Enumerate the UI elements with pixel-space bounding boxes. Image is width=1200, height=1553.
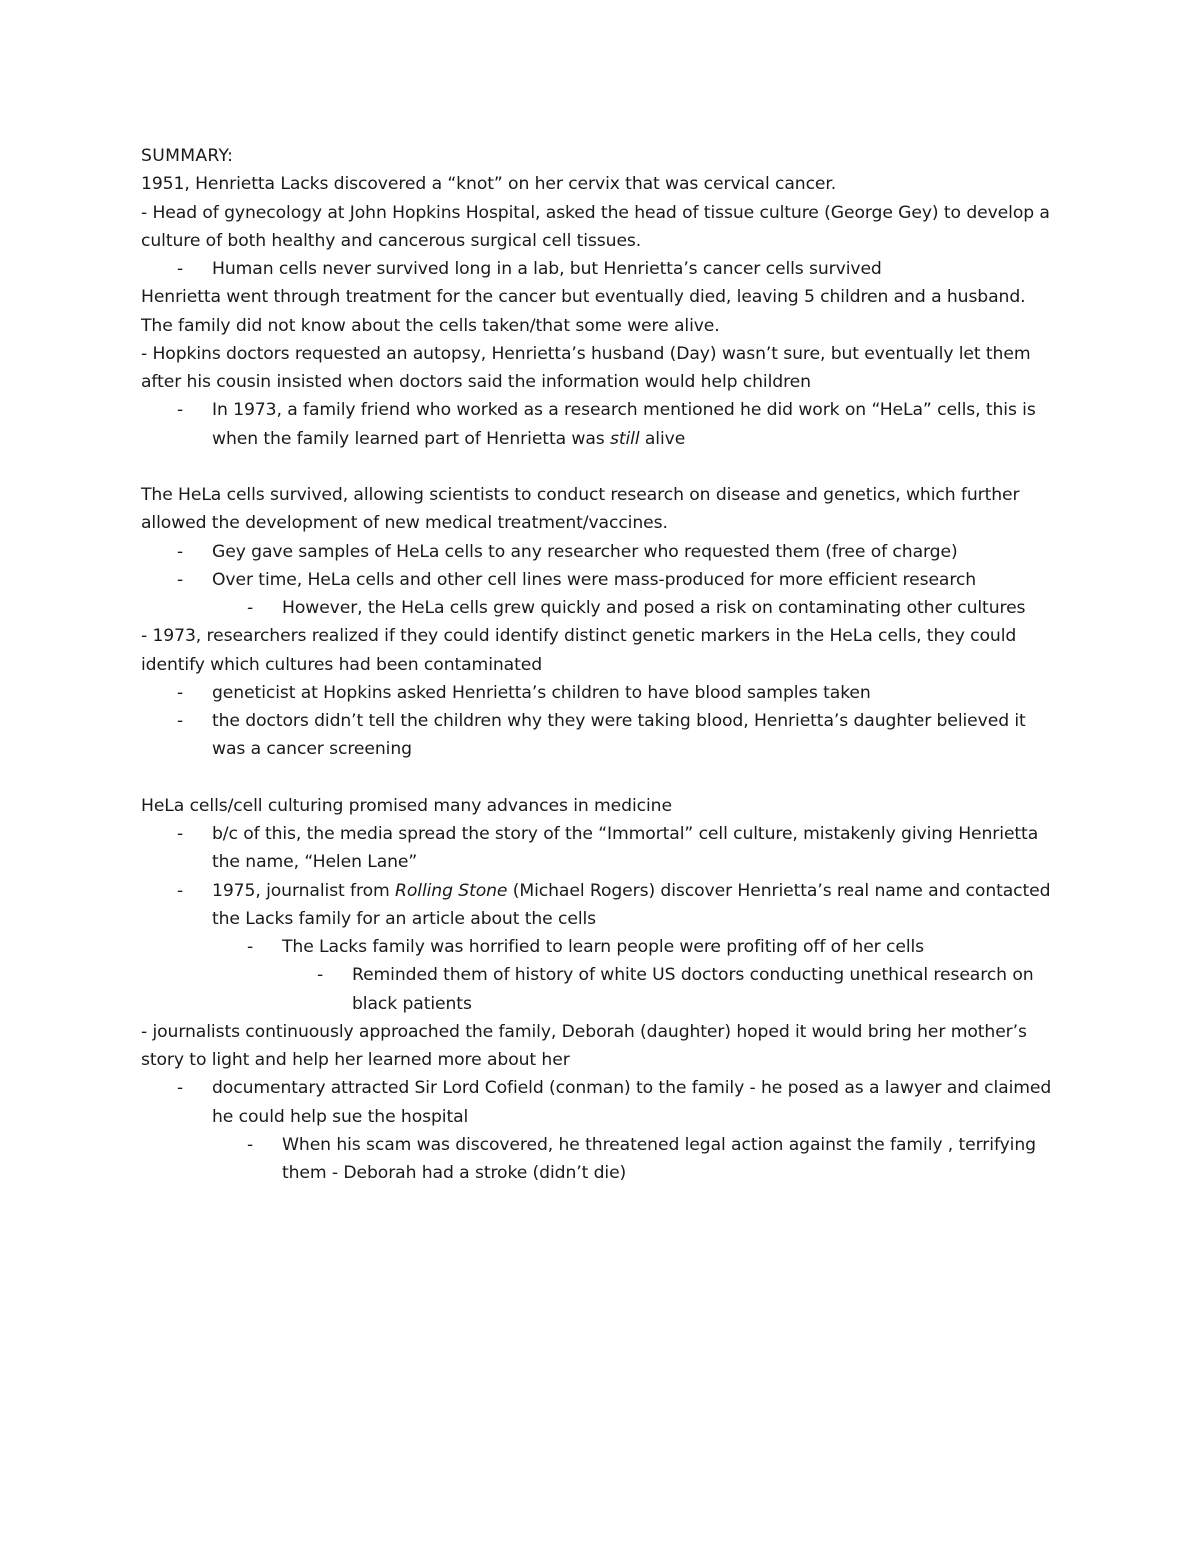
bullet-item	[141, 679, 1061, 707]
bullet-item	[141, 396, 1061, 453]
dash-marker: -	[177, 880, 184, 901]
bullet-item	[141, 1074, 1061, 1131]
paragraph-line: The HeLa cells survived, allowing scientists to conduct research on disease and genetics, which further allowed the development of new medical treatment/vaccines.	[141, 485, 1020, 534]
dash-marker: -	[177, 259, 184, 279]
bullet-item	[141, 877, 1061, 934]
bullet-text: In 1973, a family friend who worked as a research mentioned he did work on “HeLa” cells, this is when the family learned part of Henrietta was	[212, 400, 1036, 449]
bullet-item	[141, 820, 1061, 877]
dash-marker: -	[247, 598, 254, 618]
emphasis-text: still	[609, 428, 640, 449]
dash-marker: -	[317, 965, 324, 986]
paragraph-line: - 1973, researchers realized if they could identify distinct genetic markers in the HeLa cells, they could identify which cultures had been contaminated	[141, 626, 1017, 675]
document-page	[141, 142, 1061, 1187]
bullet-text: The Lacks family was horrified to learn people were profiting off of her cells	[282, 937, 925, 957]
dash-marker: -	[177, 711, 184, 731]
dash-marker: -	[177, 1078, 184, 1099]
dash-marker: -	[177, 569, 184, 590]
dash-marker: -	[247, 937, 254, 957]
bullet-item	[141, 566, 1061, 594]
sub-sub-bullet-item	[141, 961, 1061, 1018]
bullet-text: Reminded them of history of white US doctors conducting unethical research on black patients	[352, 965, 1034, 1014]
bullet-item	[141, 255, 1061, 283]
bullet-text: documentary attracted Sir Lord Cofield (conman) to the family - he posed as a lawyer and claimed he could help sue the hospital	[212, 1078, 1052, 1127]
sub-bullet-item	[141, 594, 1061, 622]
summary-heading: SUMMARY:	[141, 146, 234, 166]
dash-marker: -	[177, 541, 184, 562]
bullet-item	[141, 538, 1061, 566]
bullet-text: 1975, journalist from	[212, 880, 396, 901]
paragraph-line: Henrietta went through treatment for the cancer but eventually died, leaving 5 children and a husband. The family did not know about the cells taken/that some were alive.	[141, 287, 1026, 336]
sub-bullet-item	[141, 1131, 1061, 1188]
bullet-text: Gey gave samples of HeLa cells to any researcher who requested them (free of charge)	[212, 541, 958, 562]
dash-marker: -	[177, 682, 184, 703]
blank-line	[141, 453, 1061, 481]
bullet-item	[141, 707, 1061, 764]
bullet-text: the doctors didn’t tell the children why they were taking blood, Henrietta’s daughter believed it was a cancer screening	[212, 711, 1026, 760]
paragraph-line: - Hopkins doctors requested an autopsy, Henrietta’s husband (Day) wasn’t sure, but eventually let them after his cousin insisted when doctors said the information would help children	[141, 343, 1031, 392]
bullet-text: (Michael Rogers) discover Henrietta’s real name and contacted the Lacks family for an article about the cells	[212, 880, 1051, 929]
sub-bullet-item	[141, 933, 1061, 961]
paragraph-line: 1951, Henrietta Lacks discovered a “knot” on her cervix that was cervical cancer.	[141, 174, 837, 195]
bullet-text: b/c of this, the media spread the story of the “Immortal” cell culture, mistakenly giving Henrietta the name, “Helen Lane”	[212, 824, 1039, 873]
bullet-text: Human cells never survived long in a lab, but Henrietta’s cancer cells survived	[212, 259, 882, 279]
bullet-text: However, the HeLa cells grew quickly and posed a risk on contaminating other cultures	[282, 598, 1026, 618]
dash-marker: -	[177, 400, 184, 421]
blank-line	[141, 764, 1061, 792]
bullet-text: geneticist at Hopkins asked Henrietta’s children to have blood samples taken	[212, 682, 871, 703]
paragraph-line: - journalists continuously approached the family, Deborah (daughter) hoped it would bring her mother’s story to light and help her learned more about her	[141, 1021, 1027, 1070]
bullet-text: alive	[639, 428, 686, 449]
bullet-text: Over time, HeLa cells and other cell lines were mass-produced for more efficient research	[212, 569, 977, 590]
dash-marker: -	[177, 824, 184, 844]
bullet-text: When his scam was discovered, he threatened legal action against the family , terrifying them - Deborah had a stroke (didn’t die)	[282, 1134, 1036, 1183]
emphasis-text: Rolling Stone	[395, 880, 508, 901]
paragraph-line: HeLa cells/cell culturing promised many advances in medicine	[141, 795, 672, 816]
dash-marker: -	[247, 1134, 254, 1155]
paragraph-line: - Head of gynecology at John Hopkins Hospital, asked the head of tissue culture (George Gey) to develop a culture of both healthy and cancerous surgical cell tissues.	[141, 202, 1050, 251]
